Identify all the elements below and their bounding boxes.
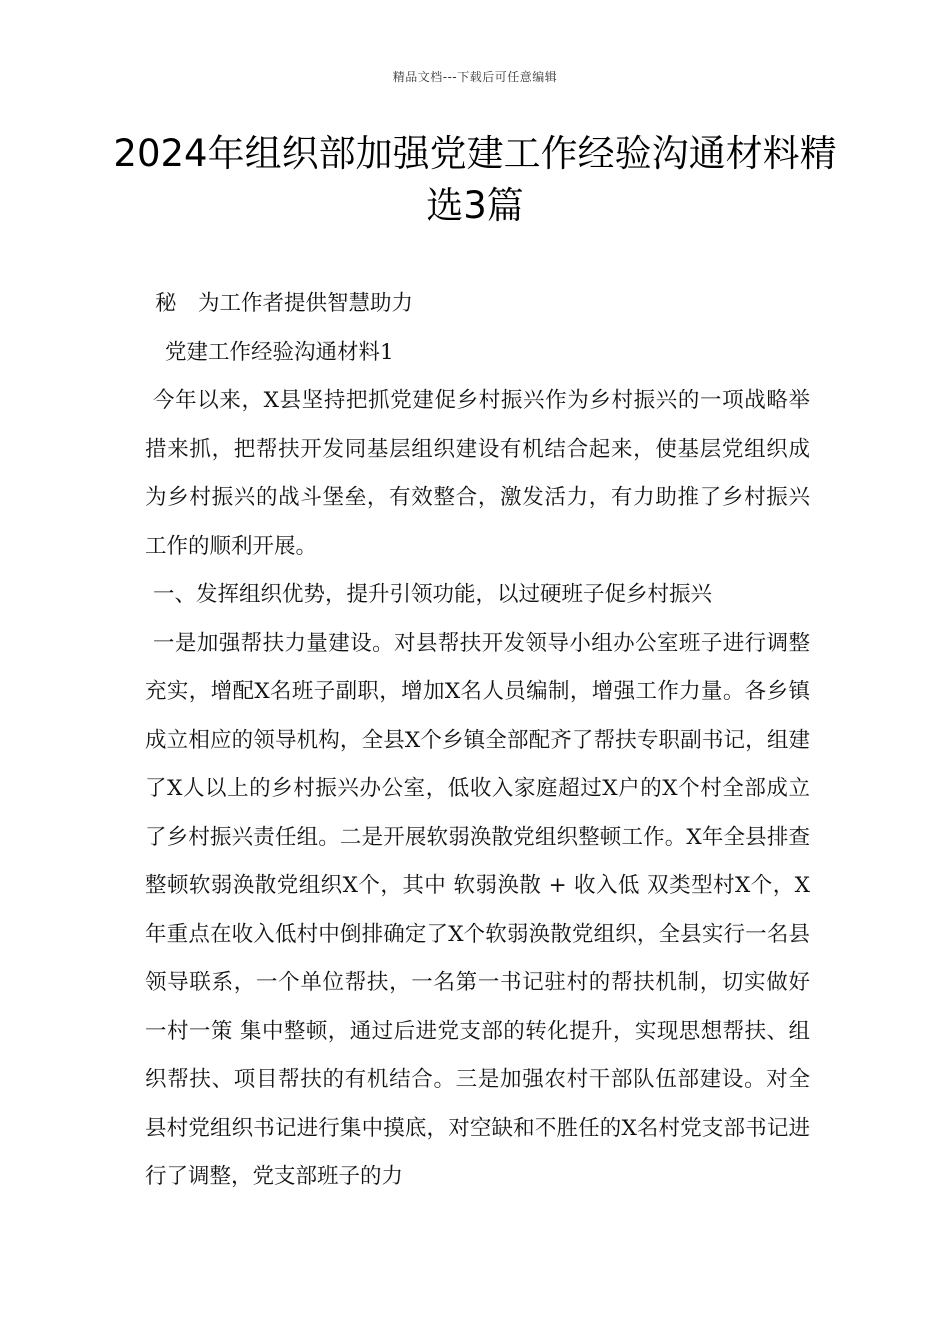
document-title: 2024年组织部加强党建工作经验沟通材料精选3篇 [113,132,837,227]
header-note: 精品文档---下载后可任意编辑 [392,70,558,84]
document-body [145,280,810,1202]
section-heading: 一、发挥组织优势，提升引领功能，以过硬班子促乡村振兴 [153,582,713,607]
paragraph: 一是加强帮扶力量建设。对县帮扶开发领导小组办公室班子进行调整充实，增配X名班子副职，增加X名人员编制，增强工作力量。各乡镇成立相应的领导机构，全县X个乡镇全部配齐了帮扶专职副书记，组建了X人以上的乡村振兴办公室，低收入家庭超过X户的X个村全部成立了乡村振兴责任组。二是开展软弱涣散党组织整顿工作。X年全县排查整顿软弱涣散党组织X个，其中 软弱涣散 + 收入低 双类型村X个，X年重点在收入低村中倒排确定了X个软弱涣散党组织，全县实行一名县领导联系，一个单位帮扶，一名第一书记驻村的帮扶机制，切实做好 一村一策 集中整顿，通过后进党支部的转化提升，实现思想帮扶、组织帮扶、项目帮扶的有机结合。三是加强农村干部队伍部建设。对全县村党组织书记进行集中摸底，对空缺和不胜任的X名村党支部书记进行了调整，党支部班子的力 [145,630,810,1189]
paragraph: 今年以来，X县坚持把抓党建促乡村振兴作为乡村振兴的一项战略举措来抓，把帮扶开发同基层组织建设有机结合起来，使基层党组织成为乡村振兴的战斗堡垒，有效整合，激发活力，有力助推了乡村振兴工作的顺利开展。 [145,388,810,559]
byline: 秘 为工作者提供智慧助力 [155,291,414,316]
section-subtitle: 党建工作经验沟通材料1 [165,339,394,365]
